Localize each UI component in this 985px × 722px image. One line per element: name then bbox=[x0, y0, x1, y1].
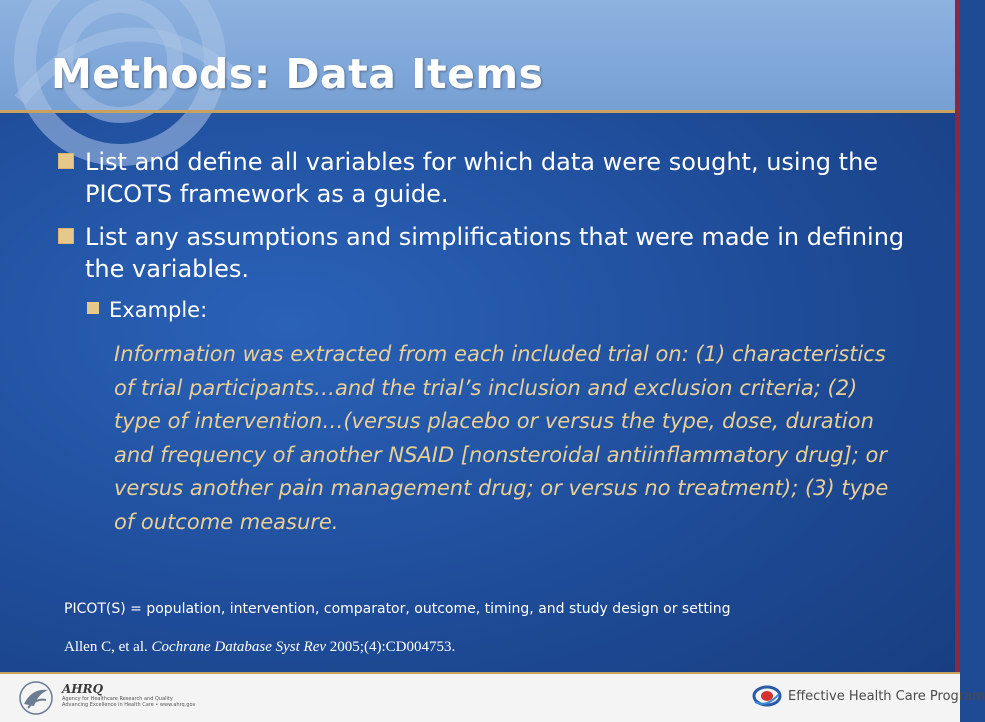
ahrq-tagline-1: Agency for Healthcare Research and Quality bbox=[62, 696, 173, 702]
slide-title: Methods: Data Items bbox=[51, 50, 544, 98]
picots-footnote: PICOT(S) = population, intervention, comparator, outcome, timing, and study design or setting bbox=[64, 601, 731, 617]
sub-bullet-example bbox=[87, 296, 908, 324]
citation-authors: Allen C, et al. bbox=[64, 639, 152, 655]
bullet-square-icon bbox=[58, 153, 74, 169]
bullet-text: List and define all variables for which data were sought, using the PICOTS framework as a guide. bbox=[85, 148, 879, 208]
slide-content bbox=[58, 146, 908, 539]
ahrq-logo bbox=[62, 682, 196, 708]
bullet-variables bbox=[58, 146, 908, 210]
citation-journal: Cochrane Database Syst Rev bbox=[151, 639, 327, 655]
bullet-square-icon bbox=[58, 228, 74, 244]
slide-footer bbox=[0, 672, 985, 722]
bullet-assumptions bbox=[58, 221, 908, 285]
hhs-eagle-icon bbox=[16, 680, 56, 716]
ahrq-tagline-2: Advancing Excellence in Health Care • www.ahrq.gov bbox=[62, 702, 196, 708]
citation-details: 2005;(4):CD004753. bbox=[326, 639, 456, 655]
sub-bullet-text: Example: bbox=[109, 298, 208, 322]
bullet-text: List any assumptions and simplifications that were made in defining the variables. bbox=[85, 223, 905, 283]
slide-edge-accent bbox=[955, 0, 960, 720]
header-divider bbox=[0, 110, 960, 113]
ehc-logo bbox=[752, 682, 985, 710]
citation bbox=[64, 639, 455, 656]
ahrq-logo-text: AHRQ bbox=[62, 682, 104, 696]
bullet-square-icon bbox=[87, 302, 99, 314]
ehc-logo-text: Effective Health Care Program bbox=[788, 688, 985, 704]
ehc-swirl-icon bbox=[752, 682, 782, 710]
slide-header bbox=[0, 0, 960, 112]
example-quote: Information was extracted from each included trial on: (1) characteristics of trial participants…and the trial’s inclusion and exclusion criteria; (2) type of intervention…(versus placebo or versus the type, dose, duration and frequency of another NSAID [nonsteroidal antiinflammatory drug]; or versus another pain management drug; or versus no treatment); (3) type of outcome measure. bbox=[114, 342, 889, 534]
